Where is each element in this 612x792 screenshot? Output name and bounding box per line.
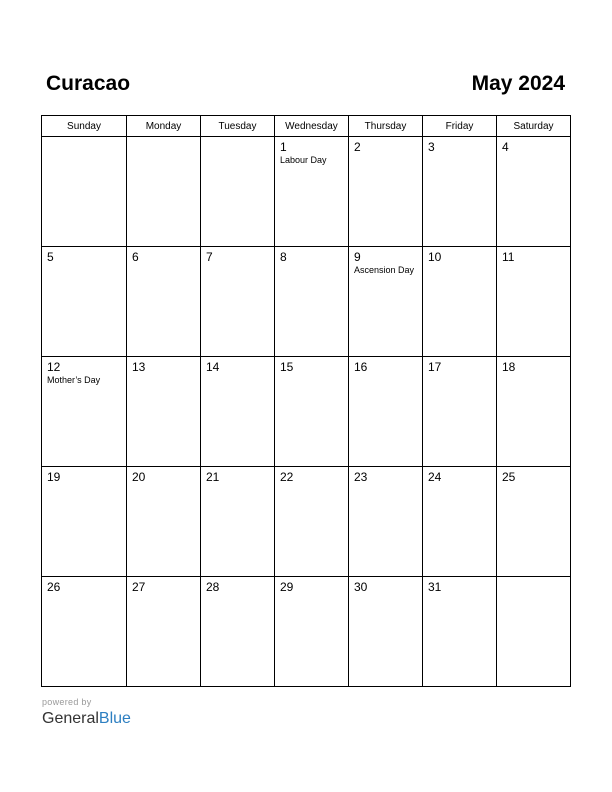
day-cell <box>201 577 275 687</box>
week-row <box>42 137 571 247</box>
day-cell <box>423 577 497 687</box>
day-number: 15 <box>280 360 294 374</box>
calendar-grid <box>41 115 571 687</box>
powered-by-label: powered by <box>42 697 92 707</box>
holiday-label: Ascension Day <box>354 265 415 275</box>
day-cell <box>127 467 201 577</box>
day-cell <box>349 137 423 247</box>
brand-name-part2: Blue <box>98 710 131 727</box>
day-number: 11 <box>502 250 515 264</box>
day-cell <box>201 467 275 577</box>
day-cell <box>275 467 349 577</box>
generalblue-logo[interactable] <box>42 709 131 729</box>
weekday-header: Sunday <box>42 116 127 137</box>
holiday-label: Mother’s Day <box>47 375 101 385</box>
day-number: 10 <box>428 250 442 264</box>
day-cell <box>127 137 201 247</box>
weekday-header: Thursday <box>349 116 423 137</box>
brand-name-part1: General <box>42 710 99 727</box>
week-row <box>42 577 571 687</box>
day-number: 20 <box>132 470 146 484</box>
day-number: 13 <box>132 360 146 374</box>
day-cell <box>349 577 423 687</box>
day-number: 9 <box>354 250 361 264</box>
day-cell <box>201 247 275 357</box>
day-number: 12 <box>47 360 61 374</box>
day-number <box>201 137 274 140</box>
day-number: 23 <box>354 470 368 484</box>
day-cell <box>497 247 571 357</box>
holiday-label: Labour Day <box>280 155 327 165</box>
weekday-header: Wednesday <box>275 116 349 137</box>
day-number <box>42 137 126 140</box>
day-number: 17 <box>428 360 442 374</box>
weekday-header-row <box>42 116 571 137</box>
day-number: 19 <box>47 470 61 484</box>
day-cell <box>127 577 201 687</box>
country-title: Curacao <box>46 72 131 95</box>
weekday-header: Tuesday <box>201 116 275 137</box>
day-cell <box>497 467 571 577</box>
day-number: 22 <box>280 470 294 484</box>
day-number <box>497 577 570 580</box>
day-cell <box>201 137 275 247</box>
day-cell <box>275 577 349 687</box>
day-number: 24 <box>428 470 442 484</box>
weekday-header: Friday <box>423 116 497 137</box>
day-number: 8 <box>280 250 287 264</box>
day-number: 28 <box>206 580 220 594</box>
day-number: 1 <box>280 140 287 154</box>
day-cell <box>349 357 423 467</box>
week-row <box>42 247 571 357</box>
day-cell <box>275 137 349 247</box>
week-row <box>42 467 571 577</box>
day-cell <box>42 247 127 357</box>
day-number: 25 <box>502 470 516 484</box>
day-cell <box>201 357 275 467</box>
day-number: 4 <box>502 140 509 154</box>
day-cell <box>127 357 201 467</box>
day-cell <box>423 467 497 577</box>
day-number: 31 <box>428 580 442 594</box>
day-cell <box>423 357 497 467</box>
day-cell <box>42 577 127 687</box>
day-cell <box>42 467 127 577</box>
day-cell <box>497 577 571 687</box>
day-cell <box>423 247 497 357</box>
day-cell <box>349 247 423 357</box>
day-cell <box>497 137 571 247</box>
day-cell <box>349 467 423 577</box>
day-cell <box>423 137 497 247</box>
day-number: 18 <box>502 360 516 374</box>
weekday-header: Saturday <box>497 116 571 137</box>
footer-branding <box>42 697 131 729</box>
day-cell <box>497 357 571 467</box>
day-number: 29 <box>280 580 294 594</box>
day-number: 2 <box>354 140 361 154</box>
week-row <box>42 357 571 467</box>
day-number: 27 <box>132 580 146 594</box>
day-number: 6 <box>132 250 139 264</box>
day-cell <box>275 247 349 357</box>
day-number: 7 <box>206 250 213 264</box>
day-cell <box>127 247 201 357</box>
weekday-header: Monday <box>127 116 201 137</box>
day-cell <box>42 137 127 247</box>
day-cell <box>275 357 349 467</box>
day-number: 30 <box>354 580 368 594</box>
day-number: 16 <box>354 360 368 374</box>
day-number <box>127 137 200 140</box>
day-cell <box>42 357 127 467</box>
day-number: 21 <box>206 470 220 484</box>
day-number: 5 <box>47 250 54 264</box>
day-number: 14 <box>206 360 220 374</box>
day-number: 3 <box>428 140 435 154</box>
day-number: 26 <box>47 580 61 594</box>
month-year-title: May 2024 <box>471 72 565 95</box>
